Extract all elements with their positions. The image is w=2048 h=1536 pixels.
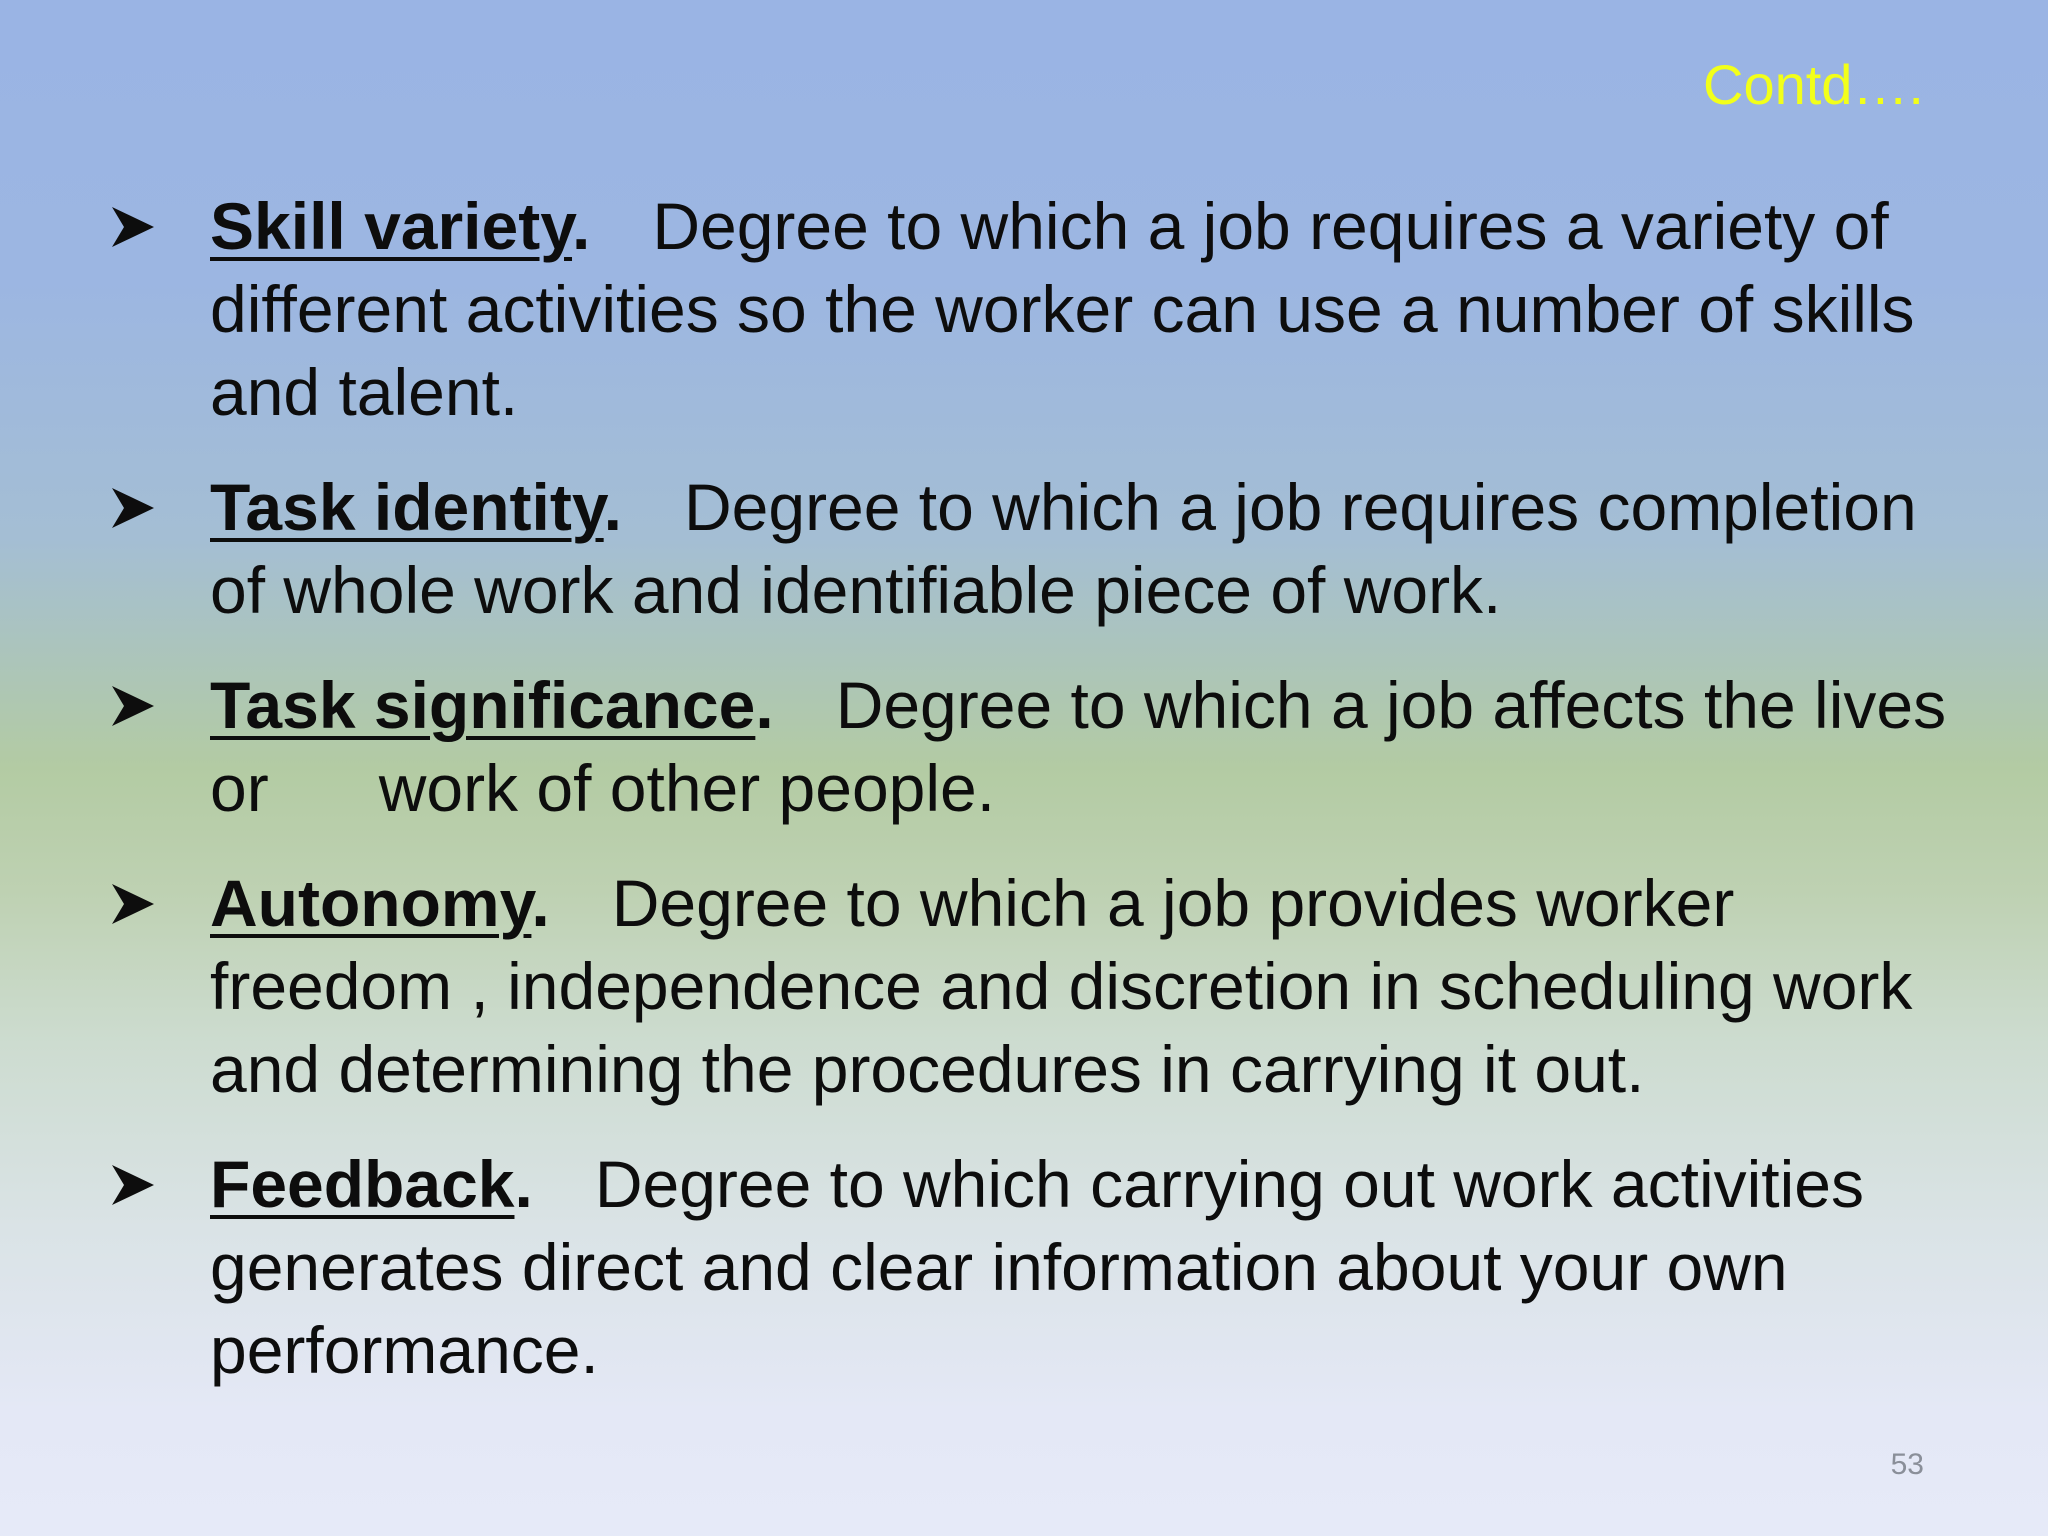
contd-label: Contd…. bbox=[1703, 53, 1924, 116]
term-description: Degree to which a job provides worker freedom , independence and discretion in scheduling work and determining the procedures in carrying it out. bbox=[210, 866, 1913, 1106]
term-label: Skill variety bbox=[210, 189, 573, 263]
term-punctuation: . bbox=[572, 189, 591, 263]
list-item bbox=[0, 862, 2048, 1111]
term-description: Degree to which a job affects the lives or work of other people. bbox=[210, 668, 1965, 825]
term-description: Degree to which a job requires completion of whole work and identifiable piece of work. bbox=[210, 470, 1917, 627]
term-description: Degree to which carrying out work activities generates direct and clear information about your own performance. bbox=[210, 1147, 1865, 1387]
term-punctuation: . bbox=[603, 470, 622, 544]
arrowhead-bullet-icon bbox=[110, 486, 156, 530]
term-punctuation: . bbox=[531, 866, 550, 940]
term-label: Feedback bbox=[210, 1147, 515, 1221]
arrowhead-bullet-icon bbox=[110, 684, 156, 728]
term-punctuation: . bbox=[755, 668, 774, 742]
term-punctuation: . bbox=[514, 1147, 533, 1221]
arrowhead-bullet-icon bbox=[110, 882, 156, 926]
page-number: 53 bbox=[1890, 1448, 1924, 1481]
arrowhead-bullet-icon bbox=[110, 1163, 156, 1207]
list-item bbox=[0, 466, 2048, 632]
bullet-list bbox=[0, 185, 2048, 1424]
list-item bbox=[0, 185, 2048, 434]
list-item bbox=[0, 664, 2048, 830]
term-label: Task significance bbox=[210, 668, 756, 742]
term-label: Task identity bbox=[210, 470, 604, 544]
term-label: Autonomy bbox=[210, 866, 532, 940]
arrowhead-bullet-icon bbox=[110, 205, 156, 249]
list-item bbox=[0, 1143, 2048, 1392]
term-description: Degree to which a job requires a variety of different activities so the worker can use a number of skills and talent. bbox=[210, 189, 1915, 429]
